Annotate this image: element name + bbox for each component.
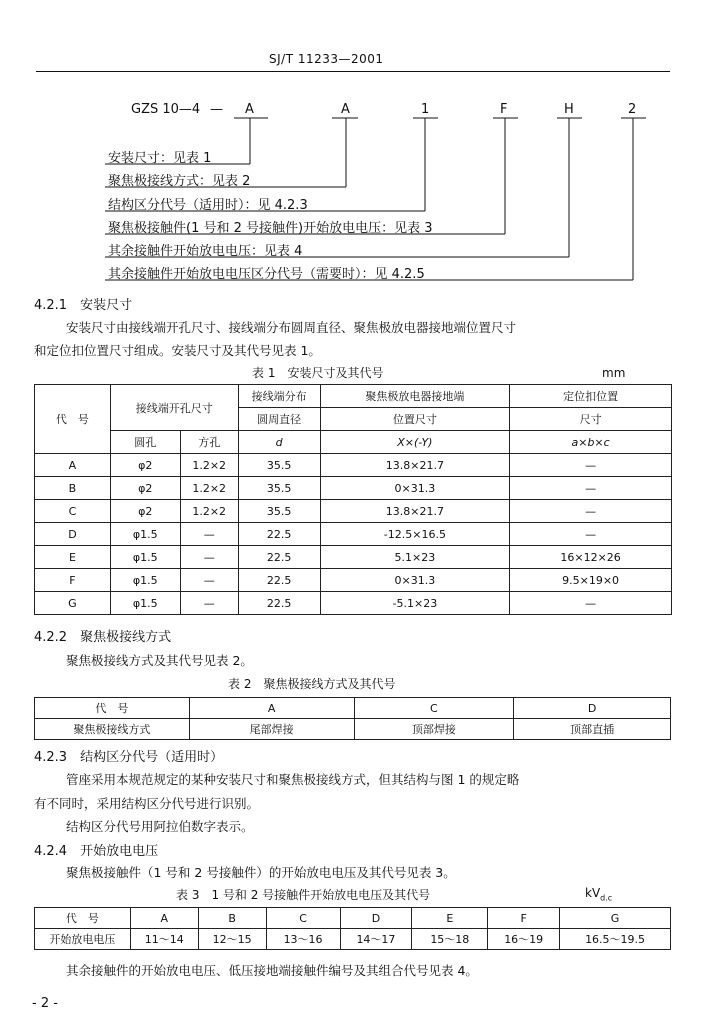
unit-label: mm [602,366,626,380]
table-caption: 表 3 1 号和 2 号接触件开始放电电压及其代号 [176,888,431,902]
model-dash: — [210,102,223,117]
legend-line: 其余接触件开始放电电压：见表 4 [108,244,303,259]
header-round: 圆孔 [110,431,180,454]
table-cell: A [189,698,354,719]
table-cell: — [180,592,238,615]
header-focus-symbol: X×(-Y) [320,431,510,454]
table-cell: 聚焦极接线方式 [35,719,190,740]
section-heading-4-2-1: 4.2.1 安装尺寸 [34,298,133,313]
model-code-6: 2 [628,102,637,117]
header-circle-symbol: d [238,431,320,454]
table-cell: φ1.5 [110,569,180,592]
table-cell: φ1.5 [110,523,180,546]
table-cell: 35.5 [238,454,320,477]
table-cell: 9.5×19×0 [510,569,672,592]
table-cell: 0×31.3 [320,477,510,500]
model-designation-diagram [0,0,709,290]
table-cell: 1.2×2 [180,477,238,500]
table-row [35,454,672,477]
table-cell: B [198,908,266,929]
table-cell: 12～15 [198,929,266,950]
table-cell: C [35,500,111,523]
header-circle: 接线端分布 [238,385,320,408]
table-cell: 尾部焊接 [189,719,354,740]
table-row [35,592,672,615]
table-cell: 13.8×21.7 [320,454,510,477]
table-cell: 22.5 [238,569,320,592]
table-cell: G [35,592,111,615]
table-cell: 11～14 [130,929,198,950]
legend-line: 其余接触件开始放电电压区分代号（需要时）：见 4.2.5 [108,267,425,282]
table-cell: E [412,908,488,929]
table-cell: 22.5 [238,592,320,615]
table-cell: 35.5 [238,500,320,523]
table-cell: 5.1×23 [320,546,510,569]
paragraph: 管座采用本规范规定的某种安装尺寸和聚焦极接线方式，但其结构与图 1 的规定略 [66,772,520,787]
section-heading-4-2-4: 4.2.4 开始放电电压 [34,844,159,859]
table-cell: 代 号 [35,698,190,719]
paragraph: 安装尺寸由接线端开孔尺寸、接线端分布圆周直径、聚焦极放电器接地端位置尺寸 [66,320,517,335]
model-code-5: H [564,102,574,117]
page-number: - 2 - [32,996,58,1011]
table-cell: φ2 [110,477,180,500]
table-cell: 13～16 [266,929,340,950]
legend-line: 安装尺寸：见表 1 [108,151,212,166]
header-focus: 聚焦极放电器接地端 [320,385,510,408]
table-cell: E [35,546,111,569]
table-cell: φ1.5 [110,592,180,615]
header-clip: 定位扣位置 [510,385,672,408]
legend-line: 聚焦极接触件(1 号和 2 号接触件)开始放电电压：见表 3 [108,221,433,236]
table-cell: A [130,908,198,929]
paragraph: 有不同时，采用结构区分代号进行识别。 [34,796,260,811]
table-cell: — [510,592,672,615]
table-row [35,523,672,546]
table-row [35,569,672,592]
table-cell: — [510,454,672,477]
table-cell: φ2 [110,500,180,523]
table-row [35,477,672,500]
table-cell: D [514,698,671,719]
table-1 [34,384,672,615]
header-square: 方孔 [180,431,238,454]
paragraph: 聚焦极接触件（1 号和 2 号接触件）的开始放电电压及其代号见表 3。 [66,865,456,880]
table-cell: F [488,908,560,929]
section-heading-4-2-3: 4.2.3 结构区分代号（适用时） [34,750,224,765]
table-cell: 顶部焊接 [354,719,514,740]
table-cell: 16×12×26 [510,546,672,569]
table-cell: 代 号 [35,908,131,929]
model-code-2: A [341,102,350,117]
table-cell: φ1.5 [110,546,180,569]
table-cell: — [180,569,238,592]
table-cell: C [266,908,340,929]
table-2 [34,697,671,740]
table-cell: — [180,523,238,546]
table-cell: G [560,908,671,929]
table-cell: 开始放电电压 [35,929,131,950]
paragraph: 结构区分代号用阿拉伯数字表示。 [66,819,254,834]
unit-sub: d.c [600,893,613,903]
table-cell: D [35,523,111,546]
table-row [35,500,672,523]
table-cell: F [35,569,111,592]
table-cell: φ2 [110,454,180,477]
table-cell: D [340,908,412,929]
table-cell: — [510,477,672,500]
table-cell: — [510,500,672,523]
legend-line: 结构区分代号（适用时）：见 4.2.3 [108,198,308,213]
table-row [35,546,672,569]
table-cell: 13.8×21.7 [320,500,510,523]
paragraph: 其余接触件的开始放电电压、低压接地端接触件编号及其组合代号见表 4。 [66,963,478,978]
header-hole: 接线端开孔尺寸 [110,385,238,431]
table-cell: 1.2×2 [180,500,238,523]
table-cell: B [35,477,111,500]
legend-line: 聚焦极接线方式：见表 2 [108,174,251,189]
table-cell: 16.5～19.5 [560,929,671,950]
header-code: 代 号 [35,385,111,454]
table-cell: 15～18 [412,929,488,950]
table-cell: C [354,698,514,719]
table-cell: 35.5 [238,477,320,500]
unit-main: kV [585,886,601,900]
model-code-3: 1 [421,102,430,117]
header-circle: 圆周直径 [238,408,320,431]
table-cell: 14～17 [340,929,412,950]
paragraph: 聚焦极接线方式及其代号见表 2。 [66,653,253,668]
paragraph: 和定位扣位置尺寸组成。安装尺寸及其代号见表 1。 [34,343,321,358]
table-cell: — [180,546,238,569]
table-cell: — [510,523,672,546]
table-cell: 22.5 [238,546,320,569]
table-caption: 表 2 聚焦极接线方式及其代号 [228,677,396,691]
table-cell: 16～19 [488,929,560,950]
table-cell: 22.5 [238,523,320,546]
table-caption: 表 1 安装尺寸及其代号 [252,366,384,380]
standard-number: SJ/T 11233—2001 [269,52,384,66]
section-heading-4-2-2: 4.2.2 聚焦极接线方式 [34,630,172,645]
unit-label [585,886,612,902]
table-cell: 0×31.3 [320,569,510,592]
table-cell: 顶部直插 [514,719,671,740]
header-clip: 尺寸 [510,408,672,431]
header-focus: 位置尺寸 [320,408,510,431]
model-code-1: A [245,102,254,117]
table-cell: A [35,454,111,477]
model-code-4: F [500,102,508,117]
header-clip-symbol: a×b×c [510,431,672,454]
table-3 [34,907,671,950]
model-prefix: GZS 10—4 [131,102,201,117]
table-cell: 1.2×2 [180,454,238,477]
table-cell: -12.5×16.5 [320,523,510,546]
table-cell: -5.1×23 [320,592,510,615]
